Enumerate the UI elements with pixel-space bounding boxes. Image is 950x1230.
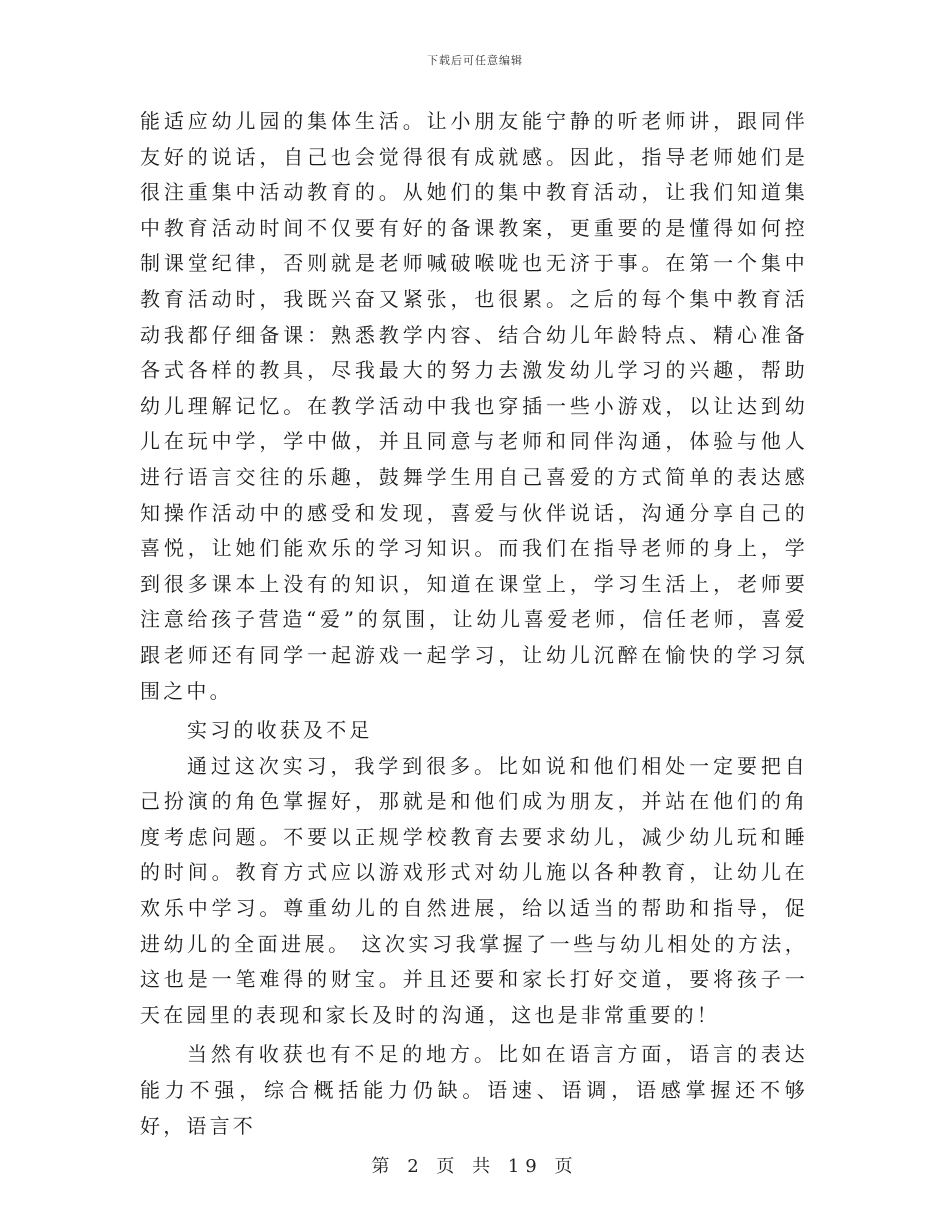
section-heading: 实习的收获及不足 — [187, 718, 373, 743]
paragraph-2: 通过这次实习，我学到很多。比如说和他们相处一定要把自己扮演的角色掌握好，那就是和他们成为朋友，并站在他们的角度考虑问题。不要以正规学校教育去要求幼儿，减少幼儿玩和睡的时间。教育方式应以游戏形式对幼儿施以各种教育，让幼儿在欢乐中学习。尊重幼儿的自然进展，给以适当的帮助和指导，促进幼儿的全面进展。 这次实习我掌握了一些与幼儿相处的方法，这也是一笔难得的财宝。并且还要和家长打好交道，要将孩子一天在园里的表现和家长及时的沟通，这也是非常重要的！ — [140, 753, 808, 1027]
paragraph-1: 能适应幼儿园的集体生活。让小朋友能宁静的听老师讲，跟同伴友好的说话，自己也会觉得很有成就感。因此，指导老师她们是很注重集中活动教育的。从她们的集中教育活动，让我们知道集中教育活动时间不仅要有好的备课教案，更重要的是懂得如何控制课堂纪律，否则就是老师喊破喉咙也无济于事。在第一个集中教育活动时，我既兴奋又紧张，也很累。之后的每个集中教育活动我都仔细备课：熟悉教学内容、结合幼儿年龄特点、精心准备各式各样的教具，尽我最大的努力去激发幼儿学习的兴趣，帮助幼儿理解记忆。在教学活动中我也穿插一些小游戏，以让达到幼儿在玩中学，学中做，并且同意与老师和同伴沟通，体验与他人进行语言交往的乐趣，鼓舞学生用自己喜爱的方式简单的表达感知操作活动中的感受和发现，喜爱与伙伴说话，沟通分享自己的喜悦，让她们能欢乐的学习知识。而我们在指导老师的身上，学到很多课本上没有的知识，知道在课堂上，学习生活上，老师要注意给孩子营造“爱”的氛围，让幼儿喜爱老师，信任老师，喜爱跟老师还有同学一起游戏一起学习，让幼儿沉醉在愉快的学习氛围之中。 — [140, 109, 808, 703]
page-number-footer: 第 2 页 共 19 页 — [371, 1156, 579, 1177]
page-header-note: 下载后可任意编辑 — [427, 54, 523, 67]
document-body — [140, 104, 808, 1144]
paragraph-3: 当然有收获也有不足的地方。比如在语言方面，语言的表达能力不强，综合概括能力仍缺。语速、语调，语感掌握还不够好，语言不 — [140, 1042, 808, 1138]
